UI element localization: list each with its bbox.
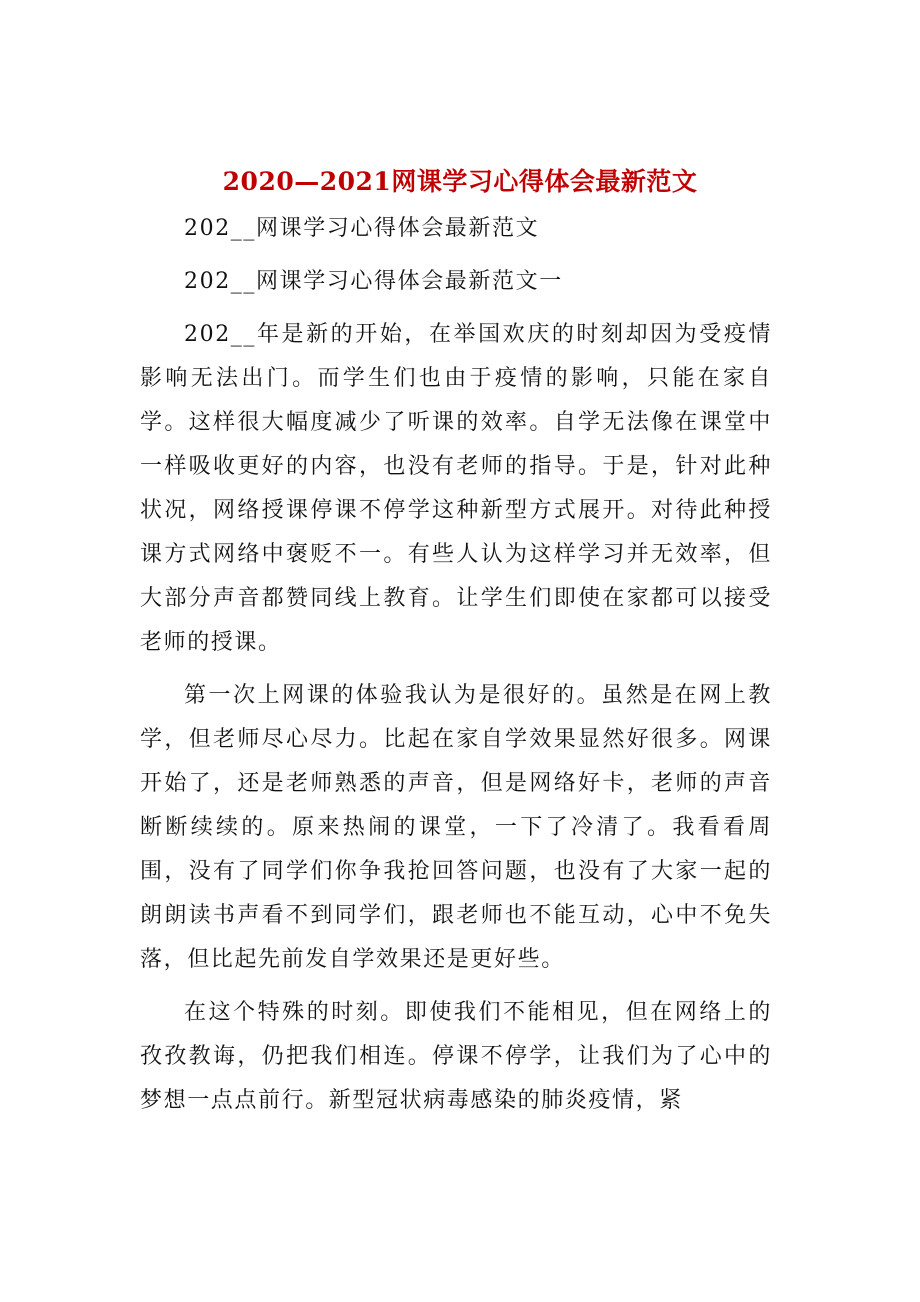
paragraph: 202__网课学习心得体会最新范文 xyxy=(184,216,540,241)
document-title: 2020—2021网课学习心得体会最新范文 xyxy=(222,167,698,196)
paragraph: 第一次上网课的体验我认为是很好的。虽然是在网上教学，但老师尽心尽力。比起在家自学效果显然好很多。网课开始了，还是老师熟悉的声音，但是网络好卡，老师的声音断断续续的。原来热闹的课堂，一下了冷清了。我看看周围，没有了同学们你争我抢回答问题，也没有了大家一起的朗朗读书声看不到同学们，跟老师也不能互动，心中不免失落，但比起先前发自学效果还是更好些。 xyxy=(140,683,772,972)
paragraph: 202__网课学习心得体会最新范文一 xyxy=(184,269,563,294)
paragraph: 202__年是新的开始，在举国欢庆的时刻却因为受疫情影响无法出门。而学生们也由于疫情的影响，只能在家自学。这样很大幅度减少了听课的效率。自学无法像在课堂中一样吸收更好的内容，也没有老师的指导。于是，针对此种状况，网络授课停课不停学这种新型方式展开。对待此种授课方式网络中褒贬不一。有些人认为这样学习并无效率，但大部分声音都赞同线上教育。让学生们即使在家都可以接受老师的授课。 xyxy=(140,322,772,655)
document-body xyxy=(140,207,772,1123)
paragraph: 在这个特殊的时刻。即使我们不能相见，但在网络上的孜孜教诲，仍把我们相连。停课不停学，让我们为了心中的梦想一点点前行。新型冠状病毒感染的肺炎疫情，紧 xyxy=(140,1000,772,1113)
